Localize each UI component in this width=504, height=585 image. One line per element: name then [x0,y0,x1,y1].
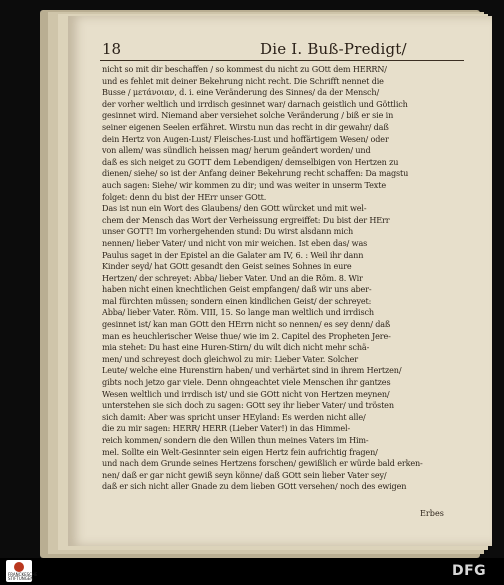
library-emblem-icon [14,562,24,572]
text-line: seiner eigenen Seelen erfähret. Wirstu nun das recht in dir gewahr/ daß [102,121,389,132]
text-line: gibts noch jetzo gar viele. Denn ohngeachtet viele Menschen ihr gantzes [102,377,391,388]
dfg-logo: DFG [452,563,487,579]
text-line: haben nicht einen knechtlichen Geist empfangen/ daß wir uns aber- [102,284,372,295]
text-line: Kinder seyd/ hat GOtt gesandt den Geist seines Sohnes in eure [102,261,352,272]
text-line: sich damit: Aber was spricht unser HEyland: Es werden nicht alle/ [102,411,366,422]
text-line: reich kommen/ sondern die den Willen thun meines Vaters im Him- [102,435,369,445]
text-line: daß er sich nicht aller Gnade zu dem lieben GOtt versehen/ noch des ewigen [102,481,407,492]
text-line: von allem/ was sündlich heissen mag/ herum geändert worden/ und [102,145,371,156]
library-logo [6,560,38,582]
text-line: dienen/ siehe/ so ist der Anfang deiner Bekehrung recht schaffen: Da magstu [102,168,409,179]
text-line: folget: denn du bist der HErr unser GOtt. [102,191,267,202]
text-line: mia stehet: Du hast eine Huren-Stirn/ du wilt dich nicht mehr schä- [102,342,370,353]
text-line: auch sagen: Siehe/ wir kommen zu dir; und was weiter in unserm Texte [102,179,386,190]
text-line: und nach dem Grunde seines Hertzens forschen/ gewißlich er würde bald erken- [102,458,423,469]
header-rule [100,60,464,61]
running-head: Die I. Buß-Predigt/ [260,40,407,58]
text-line: gesinnet ist/ kan man GOtt den HErrn nicht so nennen/ es sey denn/ daß [102,319,391,330]
text-line: unterstehen sie sich doch zu sagen: GOtt sey ihr lieber Vater/ und trösten [102,400,394,411]
text-line: daß es sich neiget zu GOTT dem Lebendigen/ demselbigen von Hertzen zu [102,156,399,167]
text-line: Abba/ lieber Vater. Röm. VIII, 15. So lange man weltlich und irrdisch [102,307,374,318]
text-line: nen/ daß er gar nicht gewiß seyn könne/ daß GOtt sein lieber Vater sey/ [102,469,387,480]
text-line: unser GOTT! Im vorhergehenden stund: Du wirst alsdann mich [102,226,354,237]
text-line: und es fehlet mit deiner Bekehrung nicht recht. Die Schrifft nennet die [102,75,384,86]
page-body-text [102,64,466,493]
library-logo-text: FRANCKESCHE STIFTUNGEN [8,572,38,581]
text-line: gesinnet wird. Niemand aber versiehet solche Veränderung / biß er sie in [102,110,394,121]
text-line: nennen/ lieber Vater/ und nicht von mir weichen. Ist eben das/ was [102,237,368,248]
text-line: der vorher weltlich und irrdisch gesinnet war/ darnach geistlich und Göttlich [102,98,408,109]
text-line: man es heuchlerischer Weise thue/ wie im 2. Capitel des Propheten Jere- [102,330,391,341]
text-line: Busse / μετάνοιαν, d. i. eine Veränderung des Sinnes/ da der Mensch/ [102,87,380,98]
text-line: dein Hertz von Augen-Lust/ Fleisches-Lust und hoffärtigem Wesen/ oder [102,133,389,144]
page-number: 18 [102,40,122,58]
text-line: Hertzen/ der schreyet: Abba/ lieber Vater. Und an die Röm. 8. Wir [102,272,363,283]
text-line: mel. Sollte ein Welt-Gesinnter sein eigen Hertz fein aufrichtig fragen/ [102,446,378,457]
viewer-footer-bar [0,558,504,585]
text-line: Das ist nun ein Wort des Glaubens/ den GOtt würcket und mit wel- [102,203,367,214]
text-line: Wesen weltlich und irrdisch ist/ und sie GOtt nicht von Hertzen meynen/ [102,388,390,399]
text-line: chem der Mensch das Wort der Verheissung ergreiffet: Du bist der HErr [102,214,390,225]
text-line: men/ und schreyest doch gleichwol zu mir: Lieber Vater. Solcher [102,353,358,364]
text-line: mal fürchten müssen; sondern einen kindlichen Geist/ der schreyet: [102,295,372,306]
text-line: die zu mir sagen: HERR/ HERR (Lieber Vater!) in das Himmel- [102,423,351,434]
text-line: Leute/ welche eine Hurenstirn haben/ und verhärtet sind in ihrem Hertzen/ [102,365,402,376]
catchword: Erbes [420,508,444,518]
text-line: nicht so mit dir beschaffen / so kommest du nicht zu GOtt dem HERRN/ [102,64,387,74]
text-line: Paulus saget in der Epistel an die Galater am IV, 6. : Weil ihr dann [102,249,364,260]
